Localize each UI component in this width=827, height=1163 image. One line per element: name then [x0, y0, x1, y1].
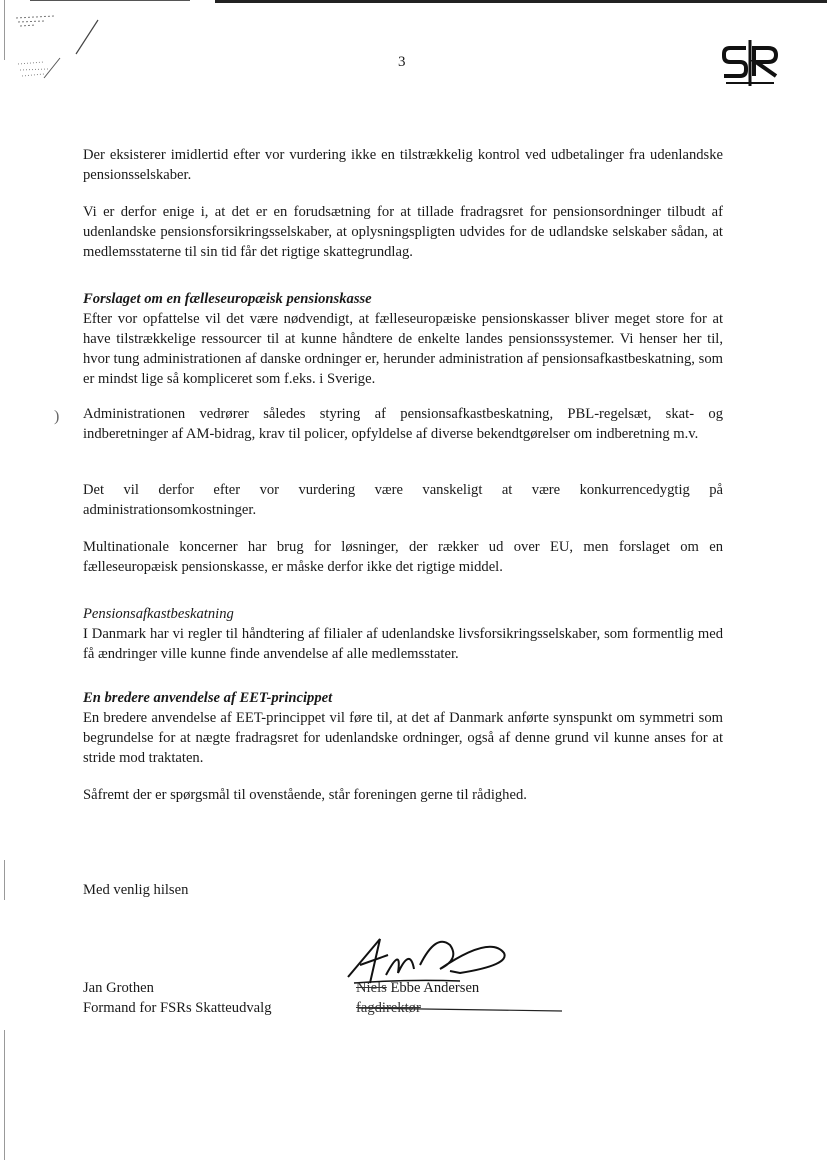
- paragraph-agreement: Vi er derfor enige i, at det er en forudsætning for at tillade fradragsret for pensionsordninger tilbudt af udenlandske pensionsforsikringsselskaber, at oplysningspligten udvides for de udlandske selskaber sådan, at medlemsstaterne til sin tid får det rigtige skattegrundlag.: [83, 204, 723, 260]
- signatory-title: Formand for FSRs Skatteudvalg: [83, 1000, 272, 1016]
- scan-margin-mark: [4, 860, 5, 900]
- signatory-left: [83, 978, 272, 1018]
- paragraph-final: Såfremt der er spørgsmål til ovenstående, står foreningen gerne til rådighed.: [83, 787, 527, 803]
- closing-greeting: Med venlig hilsen: [83, 882, 189, 898]
- page-top-rule: [215, 0, 827, 3]
- paragraph-administration: Administrationen vedrører således styring af pensionsafkastbeskatning, PBL-regelsæt, skat- og indberetninger af AM-bidrag, krav til policer, opfyldelse af diverse bekendtgørelser om indberetning m.v.: [83, 406, 723, 442]
- section-heading: En bredere anvendelse af EET-princippet: [83, 690, 333, 706]
- page-number: 3: [398, 54, 406, 70]
- signatory-surname: Ebbe Andersen: [386, 980, 480, 996]
- scan-edge-line: [30, 0, 190, 1]
- signatory-title: fagdirektør: [356, 1000, 421, 1016]
- signatory-name: Jan Grothen: [83, 980, 154, 996]
- scan-margin-mark: [4, 0, 5, 60]
- paragraph-multinational: Multinationale koncerner har brug for løsninger, der rækker ud over EU, men forslaget om en fælleseuropæisk pensionskasse, er måske derfor ikke det rigtige middel.: [83, 539, 723, 575]
- section-text: I Danmark har vi regler til håndtering af filialer af udenlandske livsforsikringsselskaber, som formentlig med få ændringer ville kunne finde anvendelse af alle medlemsstater.: [83, 626, 723, 662]
- section-pension-fund: [83, 289, 723, 389]
- signatory-right: [356, 978, 479, 1018]
- section-text: En bredere anvendelse af EET-princippet vil føre til, at det af Danmark anførte synspunkt om symmetri som begrundelse for at nægte fradragsret for udenlandske ordninger, også af denne grund vil kunne anses for at stride mod traktaten.: [83, 710, 723, 766]
- struck-first-name: Niels: [356, 980, 387, 996]
- margin-bracket-icon: ): [54, 408, 60, 425]
- section-return-tax: [83, 604, 723, 664]
- signatory-name: [356, 978, 479, 998]
- section-eet: [83, 688, 723, 768]
- section-text: Efter vor opfattelse vil det være nødvendigt, at fælleseuropæiske pensionskasser bliver meget store for at have tilstrækkelige ressourcer til at kunne håndtere de enkelte landes pensionssystemer. Vi henser her til, hvor tung administrationen af danske ordninger er, herunder administration af pensionsafkastbeskatning, som er mindst lige så kompliceret som f.eks. i Sverige.: [83, 311, 723, 387]
- section-heading: Forslaget om en fælleseuropæisk pensionskasse: [83, 291, 372, 307]
- scan-noise-icon: [14, 14, 104, 94]
- section-heading: Pensionsafkastbeskatning: [83, 606, 234, 622]
- scan-margin-mark: [4, 1030, 5, 1160]
- paragraph-competitiveness: Det vil derfor efter vor vurdering være vanskeligt at være konkurrencedygtig på administrationsomkostninger.: [83, 482, 723, 518]
- fsr-logo-icon: [720, 38, 780, 88]
- paragraph-control: Der eksisterer imidlertid efter vor vurdering ikke en tilstrækkelig kontrol ved udbetalinger fra udenlandske pensionsselskaber.: [83, 147, 723, 183]
